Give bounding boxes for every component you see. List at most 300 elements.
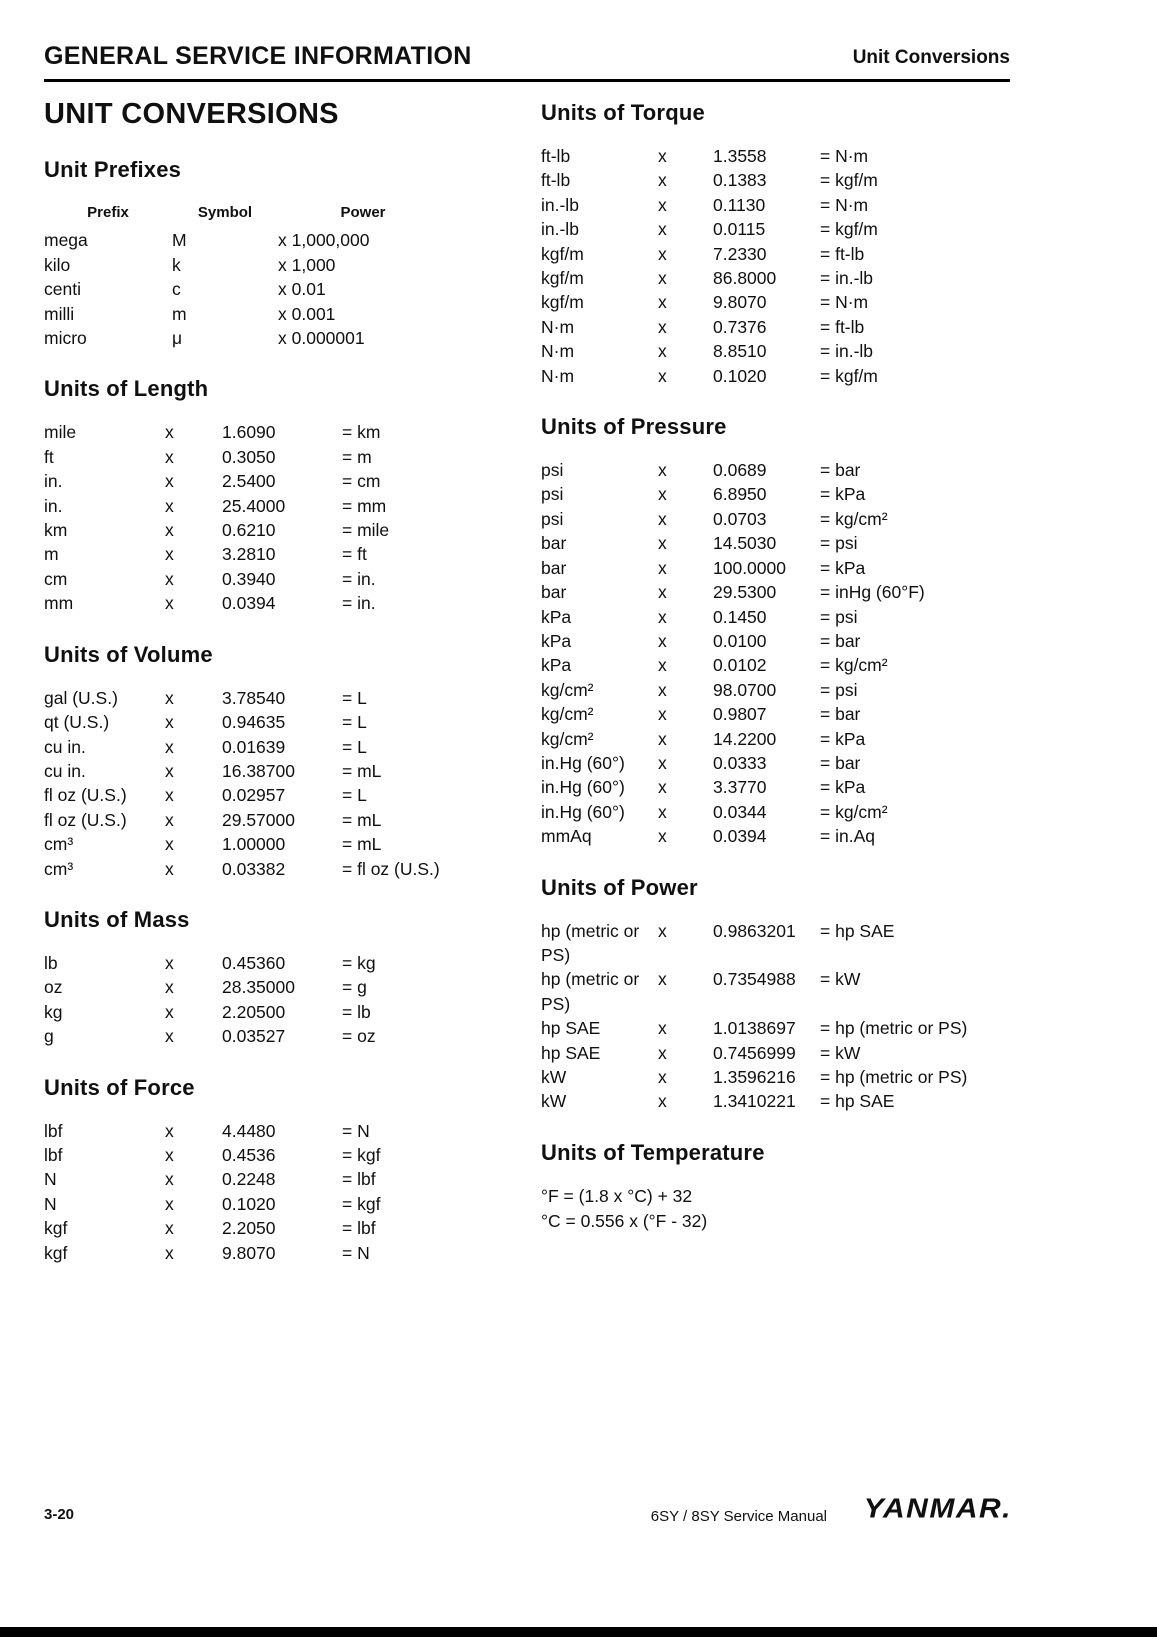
factor-cell: 9.8070 bbox=[713, 292, 767, 313]
factor-cell: 0.0102 bbox=[713, 655, 767, 676]
factor-cell: 14.2200 bbox=[713, 728, 777, 749]
conversion-row bbox=[44, 951, 516, 975]
result-cell: = N·m bbox=[820, 194, 869, 215]
conversion-row bbox=[541, 800, 1019, 824]
prefix-header: Prefix bbox=[87, 204, 129, 221]
prefix-cell: mega bbox=[44, 230, 88, 251]
unit-cell: psi bbox=[541, 484, 564, 505]
multiply-sign: x bbox=[165, 1169, 174, 1190]
multiply-sign: x bbox=[658, 484, 667, 505]
multiply-sign: x bbox=[165, 712, 174, 733]
factor-cell: 0.01639 bbox=[222, 736, 286, 757]
header-section-title: GENERAL SERVICE INFORMATION bbox=[44, 42, 472, 70]
factor-cell: 0.0344 bbox=[713, 801, 767, 822]
result-cell: = lbf bbox=[342, 1169, 376, 1190]
multiply-sign: x bbox=[658, 826, 667, 847]
multiply-sign: x bbox=[658, 582, 667, 603]
result-cell: = in.Aq bbox=[820, 826, 875, 847]
unit-cell: N bbox=[44, 1193, 57, 1214]
unit-cell: bar bbox=[541, 582, 567, 603]
conversion-row bbox=[44, 735, 516, 759]
factor-cell: 0.1130 bbox=[713, 194, 766, 215]
unit-cell: lb bbox=[44, 952, 58, 973]
factor-cell: 4.4480 bbox=[222, 1120, 276, 1141]
unit-cell: in.-lb bbox=[541, 219, 579, 240]
formula-line: °F = (1.8 x °C) + 32 bbox=[541, 1185, 693, 1206]
conversion-row bbox=[541, 1089, 1019, 1113]
unit-cell: bar bbox=[541, 557, 567, 578]
conversion-row bbox=[44, 759, 516, 783]
factor-cell: 28.35000 bbox=[222, 977, 295, 998]
conversion-row bbox=[44, 1216, 516, 1240]
factor-cell: 0.2248 bbox=[222, 1169, 276, 1190]
unit-cell: qt (U.S.) bbox=[44, 712, 110, 733]
conversion-table bbox=[44, 951, 516, 1049]
conversion-row bbox=[541, 217, 1019, 241]
conversion-row bbox=[541, 1016, 1019, 1040]
result-cell: = bar bbox=[820, 630, 861, 651]
result-cell: = km bbox=[342, 422, 381, 443]
unit-cell: oz bbox=[44, 977, 63, 998]
prefix-row bbox=[44, 326, 516, 350]
unit-cell: kg/cm² bbox=[541, 728, 594, 749]
multiply-sign: x bbox=[165, 495, 174, 516]
result-cell: = kW bbox=[820, 969, 861, 990]
multiply-sign: x bbox=[165, 1120, 174, 1141]
prefix-cell: kilo bbox=[44, 254, 71, 275]
result-cell: = kgf bbox=[342, 1193, 381, 1214]
factor-cell: 0.0333 bbox=[713, 752, 767, 773]
conversion-row bbox=[44, 1167, 516, 1191]
unit-cell: in.Hg (60°) bbox=[541, 752, 625, 773]
result-cell: = kg/cm² bbox=[820, 801, 888, 822]
conversion-row bbox=[44, 686, 516, 710]
multiply-sign: x bbox=[658, 969, 667, 990]
section-title: Unit Prefixes bbox=[44, 157, 182, 182]
unit-cell: N bbox=[44, 1169, 57, 1190]
factor-cell: 2.5400 bbox=[222, 471, 276, 492]
conversion-row bbox=[44, 832, 516, 856]
result-cell: = psi bbox=[820, 679, 858, 700]
factor-cell: 1.3558 bbox=[713, 146, 767, 166]
conversion-table bbox=[541, 919, 1019, 1114]
multiply-sign: x bbox=[658, 533, 667, 554]
power-header: Power bbox=[340, 204, 386, 221]
result-cell: = L bbox=[342, 687, 367, 708]
factor-cell: 0.0394 bbox=[713, 826, 767, 847]
result-cell: = ft-lb bbox=[820, 316, 865, 337]
multiply-sign: x bbox=[658, 752, 667, 773]
multiply-sign: x bbox=[658, 679, 667, 700]
multiply-sign: x bbox=[658, 606, 667, 627]
conversion-row bbox=[541, 458, 1019, 482]
factor-cell: 0.1020 bbox=[713, 365, 767, 386]
result-cell: = kgf/m bbox=[820, 170, 878, 191]
factor-cell: 0.3940 bbox=[222, 568, 276, 589]
factor-cell: 0.0115 bbox=[713, 219, 766, 240]
multiply-sign: x bbox=[165, 1026, 174, 1047]
conversion-row bbox=[44, 591, 516, 615]
multiply-sign: x bbox=[658, 1091, 667, 1112]
multiply-sign: x bbox=[165, 952, 174, 973]
result-cell: = lb bbox=[342, 1001, 371, 1022]
factor-cell: 29.5300 bbox=[713, 582, 777, 603]
unit-cell: ft-lb bbox=[541, 170, 571, 191]
result-cell: = lbf bbox=[342, 1218, 376, 1239]
conversion-row bbox=[44, 494, 516, 518]
unit-cell: psi bbox=[541, 460, 564, 481]
conversion-row bbox=[541, 678, 1019, 702]
unit-cell: mmAq bbox=[541, 826, 592, 847]
prefix-cell: milli bbox=[44, 303, 75, 324]
unit-cell: hp SAE bbox=[541, 1018, 601, 1039]
conversion-row bbox=[44, 808, 516, 832]
multiply-sign: x bbox=[658, 557, 667, 578]
multiply-sign: x bbox=[165, 1218, 174, 1239]
multiply-sign: x bbox=[165, 687, 174, 708]
result-cell: = mile bbox=[342, 520, 390, 541]
factor-cell: 1.00000 bbox=[222, 834, 286, 855]
section-title: Units of Volume bbox=[44, 641, 213, 667]
result-cell: = psi bbox=[820, 533, 858, 554]
prefix-table-header-row bbox=[44, 201, 516, 225]
symbol-header: Symbol bbox=[197, 204, 253, 221]
unit-cell: kgf/m bbox=[541, 292, 584, 313]
header-page-topic: Unit Conversions bbox=[852, 47, 1010, 68]
unit-cell: hp (metric or PS) bbox=[541, 920, 640, 965]
power-cell: x 0.000001 bbox=[278, 328, 365, 349]
conversion-row bbox=[541, 1065, 1019, 1089]
unit-cell: lbf bbox=[44, 1144, 63, 1165]
factor-cell: 1.3410221 bbox=[713, 1091, 796, 1112]
conversion-row bbox=[44, 518, 516, 542]
conversion-row bbox=[541, 339, 1019, 363]
factor-cell: 0.0100 bbox=[713, 630, 767, 651]
unit-cell: kgf/m bbox=[541, 268, 584, 289]
unit-cell: kPa bbox=[541, 630, 572, 651]
result-cell: = N·m bbox=[820, 146, 869, 166]
symbol-cell: k bbox=[172, 254, 181, 275]
result-cell: = bar bbox=[820, 460, 861, 481]
unit-cell: bar bbox=[541, 533, 567, 554]
section-units-of-pressure bbox=[541, 414, 1019, 849]
formula-line: °C = 0.556 x (°F - 32) bbox=[541, 1210, 708, 1231]
conversion-row bbox=[44, 1000, 516, 1024]
unit-cell: kg/cm² bbox=[541, 679, 594, 700]
unit-cell: gal (U.S.) bbox=[44, 687, 118, 708]
multiply-sign: x bbox=[165, 422, 174, 443]
conversion-row bbox=[44, 1024, 516, 1048]
unit-cell: kgf/m bbox=[541, 243, 584, 264]
unit-cell: fl oz (U.S.) bbox=[44, 785, 127, 806]
conversion-row bbox=[541, 580, 1019, 604]
result-cell: = hp SAE bbox=[820, 920, 895, 941]
multiply-sign: x bbox=[165, 858, 174, 879]
unit-cell: mile bbox=[44, 422, 77, 443]
factor-cell: 0.03382 bbox=[222, 858, 286, 879]
multiply-sign: x bbox=[658, 1042, 667, 1063]
result-cell: = L bbox=[342, 712, 367, 733]
unit-cell: cm bbox=[44, 568, 68, 589]
unit-cell: hp SAE bbox=[541, 1042, 601, 1063]
multiply-sign: x bbox=[658, 341, 667, 362]
multiply-sign: x bbox=[165, 977, 174, 998]
unit-cell: in.Hg (60°) bbox=[541, 801, 625, 822]
factor-cell: 0.03527 bbox=[222, 1026, 286, 1047]
conversion-table bbox=[44, 686, 516, 881]
unit-cell: ft-lb bbox=[541, 146, 571, 166]
factor-cell: 14.5030 bbox=[713, 533, 777, 554]
multiply-sign: x bbox=[165, 1144, 174, 1165]
left-column bbox=[44, 92, 516, 1265]
conversion-table bbox=[44, 420, 516, 615]
factor-cell: 1.0138697 bbox=[713, 1018, 796, 1039]
result-cell: = kW bbox=[820, 1042, 861, 1063]
power-cell: x 0.001 bbox=[278, 303, 336, 324]
factor-cell: 0.1020 bbox=[222, 1193, 276, 1214]
prefix-table bbox=[44, 201, 516, 350]
multiply-sign: x bbox=[658, 630, 667, 651]
conversion-row bbox=[44, 542, 516, 566]
symbol-cell: m bbox=[172, 303, 187, 324]
factor-cell: 0.7456999 bbox=[713, 1042, 796, 1063]
multiply-sign: x bbox=[165, 1193, 174, 1214]
conversion-row bbox=[44, 857, 516, 881]
section-units-of-temperature bbox=[541, 1140, 1019, 1234]
conversion-table bbox=[44, 1119, 516, 1265]
factor-cell: 0.45360 bbox=[222, 952, 286, 973]
multiply-sign: x bbox=[658, 655, 667, 676]
result-cell: = mm bbox=[342, 495, 387, 516]
result-cell: = bar bbox=[820, 704, 861, 725]
conversion-row bbox=[541, 702, 1019, 726]
factor-cell: 0.6210 bbox=[222, 520, 276, 541]
unit-cell: mm bbox=[44, 593, 74, 614]
section-units-of-mass bbox=[44, 907, 516, 1049]
factor-cell: 1.6090 bbox=[222, 422, 276, 443]
result-cell: = kgf bbox=[342, 1144, 381, 1165]
factor-cell: 100.0000 bbox=[713, 557, 786, 578]
result-cell: = cm bbox=[342, 471, 381, 492]
multiply-sign: x bbox=[165, 446, 174, 467]
conversion-row bbox=[44, 1192, 516, 1216]
conversion-table bbox=[541, 458, 1019, 849]
factor-cell: 86.8000 bbox=[713, 268, 777, 289]
section-units-of-power bbox=[541, 875, 1019, 1114]
conversion-row bbox=[44, 567, 516, 591]
factor-cell: 3.3770 bbox=[713, 777, 767, 798]
power-cell: x 1,000 bbox=[278, 254, 336, 275]
conversion-row bbox=[44, 469, 516, 493]
unit-cell: in.-lb bbox=[541, 194, 579, 215]
result-cell: = kPa bbox=[820, 557, 866, 578]
unit-cell: in. bbox=[44, 471, 63, 492]
unit-cell: kPa bbox=[541, 655, 572, 676]
conversion-row bbox=[44, 710, 516, 734]
factor-cell: 25.4000 bbox=[222, 495, 286, 516]
unit-cell: cu in. bbox=[44, 736, 86, 757]
section-units-of-force bbox=[44, 1075, 516, 1265]
result-cell: = kg/cm² bbox=[820, 508, 888, 529]
prefix-row bbox=[44, 253, 516, 277]
prefix-row bbox=[44, 228, 516, 252]
multiply-sign: x bbox=[658, 508, 667, 529]
factor-cell: 2.20500 bbox=[222, 1001, 286, 1022]
result-cell: = in. bbox=[342, 568, 376, 589]
result-cell: = N·m bbox=[820, 292, 869, 313]
multiply-sign: x bbox=[658, 460, 667, 481]
result-cell: = g bbox=[342, 977, 367, 998]
unit-cell: cu in. bbox=[44, 760, 86, 781]
unit-cell: ft bbox=[44, 446, 54, 467]
multiply-sign: x bbox=[658, 243, 667, 264]
factor-cell: 0.7376 bbox=[713, 316, 767, 337]
conversion-row bbox=[541, 629, 1019, 653]
multiply-sign: x bbox=[658, 1018, 667, 1039]
result-cell: = N bbox=[342, 1242, 370, 1263]
result-cell: = inHg (60°F) bbox=[820, 582, 925, 603]
factor-cell: 3.78540 bbox=[222, 687, 286, 708]
factor-cell: 29.57000 bbox=[222, 809, 295, 830]
factor-cell: 7.2330 bbox=[713, 243, 767, 264]
result-cell: = L bbox=[342, 785, 367, 806]
multiply-sign: x bbox=[658, 170, 667, 191]
unit-cell: kPa bbox=[541, 606, 572, 627]
conversion-row bbox=[541, 751, 1019, 775]
conversion-row bbox=[541, 144, 1019, 168]
section-title: Units of Mass bbox=[44, 906, 190, 932]
unit-cell: kgf bbox=[44, 1242, 68, 1263]
section-title: Units of Force bbox=[44, 1074, 195, 1100]
multiply-sign: x bbox=[165, 520, 174, 541]
result-cell: = kg bbox=[342, 952, 376, 973]
page-title: UNIT CONVERSIONS bbox=[44, 98, 339, 130]
bottom-bar bbox=[0, 1627, 1157, 1637]
section-units-of-length bbox=[44, 376, 516, 615]
result-cell: = in. bbox=[342, 593, 376, 614]
conversion-row bbox=[541, 364, 1019, 388]
result-cell: = kPa bbox=[820, 777, 866, 798]
multiply-sign: x bbox=[658, 365, 667, 386]
section-title: Units of Torque bbox=[541, 100, 705, 125]
unit-cell: cm³ bbox=[44, 834, 74, 855]
result-cell: = N bbox=[342, 1120, 370, 1141]
multiply-sign: x bbox=[165, 1242, 174, 1263]
factor-cell: 1.3596216 bbox=[713, 1067, 796, 1087]
section-unit-prefixes bbox=[44, 157, 516, 350]
result-cell: = in.-lb bbox=[820, 268, 874, 289]
unit-cell: fl oz (U.S.) bbox=[44, 809, 127, 830]
conversion-row bbox=[44, 445, 516, 469]
conversion-row bbox=[44, 420, 516, 444]
result-cell: = oz bbox=[342, 1026, 376, 1047]
conversion-row bbox=[541, 168, 1019, 192]
result-cell: = ft bbox=[342, 544, 367, 565]
result-cell: = in.-lb bbox=[820, 341, 874, 362]
unit-cell: hp (metric or PS) bbox=[541, 969, 640, 1014]
conversion-row bbox=[44, 1241, 516, 1265]
unit-cell: in. bbox=[44, 495, 63, 516]
multiply-sign: x bbox=[658, 801, 667, 822]
multiply-sign: x bbox=[165, 760, 174, 781]
result-cell: = fl oz (U.S.) bbox=[342, 858, 440, 879]
result-cell: = kgf/m bbox=[820, 219, 878, 240]
multiply-sign: x bbox=[165, 593, 174, 614]
symbol-cell: M bbox=[172, 230, 187, 251]
conversion-row bbox=[541, 507, 1019, 531]
conversion-row bbox=[541, 727, 1019, 751]
multiply-sign: x bbox=[658, 219, 667, 240]
symbol-cell: μ bbox=[172, 328, 183, 349]
factor-cell: 3.2810 bbox=[222, 544, 276, 565]
result-cell: = kPa bbox=[820, 728, 866, 749]
multiply-sign: x bbox=[165, 785, 174, 806]
result-cell: = kgf/m bbox=[820, 365, 878, 386]
factor-cell: 98.0700 bbox=[713, 679, 777, 700]
unit-cell: kgf bbox=[44, 1218, 68, 1239]
multiply-sign: x bbox=[658, 146, 667, 166]
factor-cell: 0.3050 bbox=[222, 446, 276, 467]
unit-cell: N·m bbox=[541, 316, 575, 337]
conversion-row bbox=[541, 482, 1019, 506]
multiply-sign: x bbox=[165, 736, 174, 757]
conversion-row bbox=[541, 290, 1019, 314]
section-units-of-volume bbox=[44, 642, 516, 881]
factor-cell: 0.0703 bbox=[713, 508, 767, 529]
conversion-row bbox=[541, 824, 1019, 848]
unit-cell: cm³ bbox=[44, 858, 74, 879]
result-cell: = mL bbox=[342, 834, 382, 855]
footer-page-number: 3-20 bbox=[44, 1506, 75, 1523]
result-cell: = hp (metric or PS) bbox=[820, 1067, 968, 1087]
multiply-sign: x bbox=[165, 834, 174, 855]
section-title: Units of Pressure bbox=[541, 414, 727, 440]
unit-cell: g bbox=[44, 1026, 54, 1047]
unit-cell: lbf bbox=[44, 1120, 63, 1141]
section-title: Units of Temperature bbox=[541, 1139, 765, 1165]
multiply-sign: x bbox=[658, 728, 667, 749]
conversion-row bbox=[541, 193, 1019, 217]
factor-cell: 0.9807 bbox=[713, 704, 767, 725]
result-cell: = ft-lb bbox=[820, 243, 865, 264]
unit-cell: psi bbox=[541, 508, 564, 529]
result-cell: = kPa bbox=[820, 484, 866, 505]
result-cell: = m bbox=[342, 446, 372, 467]
conversion-row bbox=[541, 315, 1019, 339]
result-cell: = L bbox=[342, 736, 367, 757]
prefix-cell: centi bbox=[44, 279, 81, 300]
right-column bbox=[541, 92, 1019, 1234]
multiply-sign: x bbox=[658, 316, 667, 337]
unit-cell: kW bbox=[541, 1091, 567, 1112]
prefix-row bbox=[44, 277, 516, 301]
multiply-sign: x bbox=[658, 1067, 667, 1087]
factor-cell: 0.02957 bbox=[222, 785, 286, 806]
factor-cell: 8.8510 bbox=[713, 341, 767, 362]
result-cell: = kg/cm² bbox=[820, 655, 888, 676]
result-cell: = bar bbox=[820, 752, 861, 773]
multiply-sign: x bbox=[165, 544, 174, 565]
factor-cell: 0.1383 bbox=[713, 170, 767, 191]
factor-cell: 0.4536 bbox=[222, 1144, 276, 1165]
symbol-cell: c bbox=[172, 279, 181, 300]
conversion-row bbox=[541, 967, 1019, 1016]
conversion-row bbox=[44, 783, 516, 807]
conversion-row bbox=[541, 556, 1019, 580]
section-units-of-torque bbox=[541, 100, 1019, 388]
unit-cell: km bbox=[44, 520, 68, 541]
conversion-row bbox=[541, 653, 1019, 677]
